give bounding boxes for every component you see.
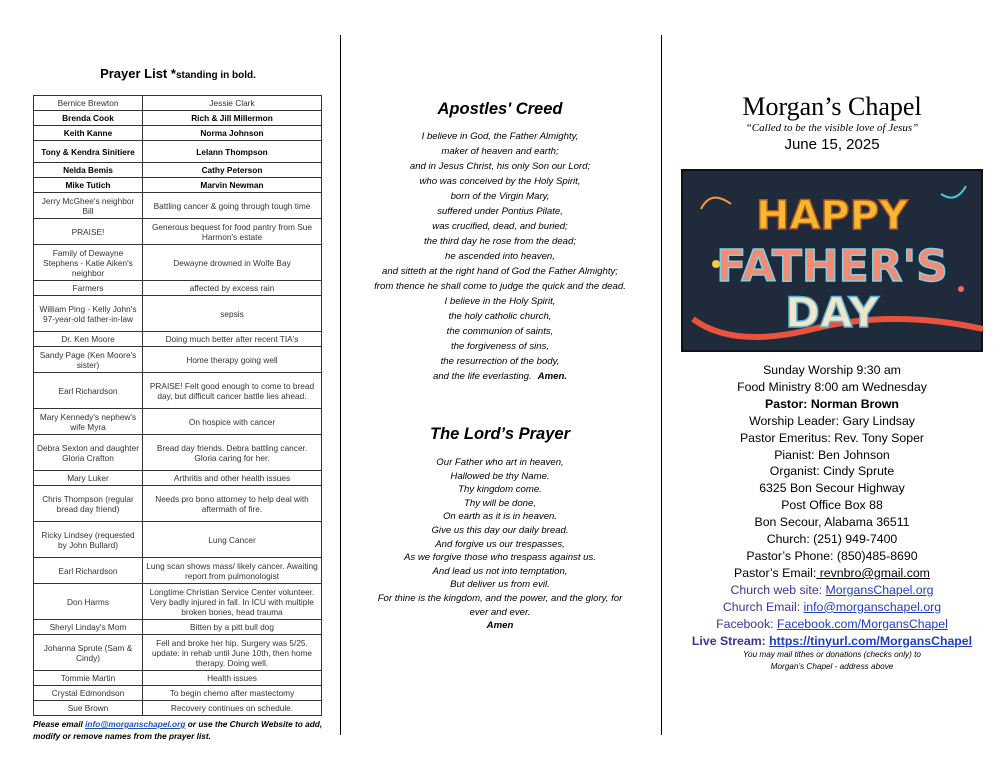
banner-word-day: DAY	[785, 288, 879, 337]
banner-word-happy: HAPPY	[755, 193, 909, 239]
church-tagline: “Called to be the visible love of Jesus”	[745, 122, 919, 134]
prayer-row	[34, 245, 322, 281]
text-line: and the life everlasting. Amen.	[433, 371, 567, 382]
prayer-row	[34, 332, 322, 347]
prayer-row	[34, 471, 322, 486]
prayer-request: Norma Johnson	[143, 126, 322, 141]
text-line: Our Father who art in heaven,	[436, 457, 564, 468]
text-line: born of the Virgin Mary,	[450, 191, 550, 202]
prayer-request: Home therapy going well	[143, 347, 322, 373]
mail-note-1: You may mail tithes or donations (checks only) to	[743, 650, 921, 660]
prayer-request: sepsis	[143, 296, 322, 332]
prayer-row	[34, 409, 322, 435]
prayer-request: Jessie Clark	[143, 96, 322, 111]
prayer-name: PRAISE!	[34, 219, 143, 245]
prayer-request: Dewayne drowned in Wolfe Bay	[143, 245, 322, 281]
prayer-request: Arthritis and other health issues	[143, 471, 322, 486]
text-line: Give us this day our daily bread.	[431, 524, 569, 536]
prayer-row	[34, 163, 322, 178]
church-name: Morgan’s Chapel	[742, 92, 922, 121]
text-line: he ascended into heaven,	[445, 251, 555, 262]
text-line: I believe in God, the Father Almighty,	[421, 131, 579, 142]
text-line: maker of heaven and earth;	[441, 146, 559, 157]
text-line: And forgive us our trespasses,	[435, 538, 565, 550]
prayer-name: Chris Thompson (regular bread day friend)	[34, 486, 143, 522]
city-state-zip: Bon Secour, Alabama 36511	[754, 515, 910, 530]
text-line: Thy kingdom come.	[458, 484, 542, 496]
prayer-name: Sandy Page (Ken Moore's sister)	[34, 347, 143, 373]
prayer-name: Earl Richardson	[34, 373, 143, 409]
po-box: Post Office Box 88	[781, 498, 883, 513]
prayer-request: Recovery continues on schedule.	[143, 701, 322, 716]
church-info-section	[672, 92, 992, 673]
prayer-name: Keith Kanne	[34, 126, 143, 141]
prayer-row	[34, 635, 322, 671]
text-line: the communion of saints,	[446, 326, 554, 337]
prayer-name: Don Harms	[34, 584, 143, 620]
apostles-creed-text	[350, 129, 650, 384]
prayer-name: Debra Sexton and daughter Gloria Crafton	[34, 435, 143, 471]
prayer-request: Generous bequest for food pantry from Sue Harmon's estate	[143, 219, 322, 245]
text-line: the resurrection of the body,	[440, 356, 560, 367]
text-line: suffered under Pontius Pilate,	[437, 206, 563, 217]
prayer-row	[34, 522, 322, 558]
text-line: and sitteth at the right hand of God the Father Almighty;	[382, 266, 618, 277]
prayer-name: Nelda Bemis	[34, 163, 143, 178]
prayer-row	[34, 111, 322, 126]
column-divider-right	[661, 35, 662, 735]
prayer-row	[34, 584, 322, 620]
text-line: Hallowed be thy Name.	[450, 470, 550, 482]
prayer-request: Fell and broke her hip. Surgery was 5/25. update: in rehab until June 10th, then home therapy. Doing well.	[143, 635, 322, 671]
church-email-line: Church Email: info@morganschapel.org	[722, 599, 942, 614]
prayer-name: Earl Richardson	[34, 558, 143, 584]
prayer-name: Farmers	[34, 281, 143, 296]
text-line: On earth as it is in heaven.	[442, 511, 558, 523]
prayer-row	[34, 686, 322, 701]
prayer-name: Mike Tutich	[34, 178, 143, 193]
church-website-line: Church web site: MorgansChapel.org	[730, 582, 934, 597]
amen: Amen	[486, 620, 514, 632]
text-line: the holy catholic church,	[448, 311, 552, 322]
church-phone: Church: (251) 949-7400	[766, 532, 898, 547]
prayer-row	[34, 219, 322, 245]
prayer-row	[34, 141, 322, 163]
worship-time: Sunday Worship 9:30 am	[763, 363, 901, 377]
fathers-day-banner	[681, 169, 983, 352]
column-divider-left	[340, 35, 341, 735]
prayer-row	[34, 178, 322, 193]
prayer-request: To begin chemo after mastectomy	[143, 686, 322, 701]
apostles-creed-title: Apostles' Creed	[437, 100, 563, 118]
text-line: For thine is the kingdom, and the power, and the glory, for	[377, 592, 623, 604]
prayer-name: Dr. Ken Moore	[34, 332, 143, 347]
prayer-request: Marvin Newman	[143, 178, 322, 193]
prayer-row	[34, 373, 322, 409]
creed-section	[350, 100, 650, 633]
lords-prayer-title: The Lord’s Prayer	[429, 425, 570, 443]
pastor-name: Pastor: Norman Brown	[765, 396, 899, 411]
street-address: 6325 Bon Secour Highway	[759, 481, 905, 496]
text-line: ever and ever.	[469, 606, 531, 618]
fathers-day-image	[681, 169, 983, 352]
text-line: But deliver us from evil.	[450, 579, 550, 591]
prayer-name: Brenda Cook	[34, 111, 143, 126]
church-details	[672, 362, 992, 673]
prayer-request: Cathy Peterson	[143, 163, 322, 178]
prayer-name: Tommie Martin	[34, 671, 143, 686]
prayer-request: Doing much better after recent TIA's	[143, 332, 322, 347]
prayer-list-section	[33, 62, 323, 742]
prayer-row	[34, 671, 322, 686]
prayer-request: Bitten by a pitt bull dog	[143, 620, 322, 635]
prayer-request: On hospice with cancer	[143, 409, 322, 435]
pastor-emeritus: Pastor Emeritus: Rev. Tony Soper	[739, 430, 925, 445]
live-stream-link[interactable]: https://tinyurl.com/MorgansChapel	[769, 633, 973, 648]
prayer-name: Bernice Brewton	[34, 96, 143, 111]
text-line: was crucified, dead, and buried;	[432, 221, 568, 232]
amen: Amen.	[537, 371, 567, 382]
text-line: and in Jesus Christ, his only Son our Lord;	[409, 161, 591, 172]
prayer-request: Lung scan shows mass/ likely cancer. Awaiting report from pulmonologist	[143, 558, 322, 584]
text-line: I believe in the Holy Spirit,	[444, 296, 556, 307]
prayer-table	[33, 95, 322, 716]
mail-note-2: Morgan’s Chapel - address above	[770, 662, 894, 672]
prayer-request: PRAISE! Felt good enough to come to bread day, but difficult cancer battle lies ahead.	[143, 373, 322, 409]
text-line: the third day he rose from the dead;	[424, 236, 576, 247]
prayer-list-footer: Please email info@morganschapel.org or use the Church Website to add, modify or remove names from the prayer list.	[33, 719, 323, 741]
prayer-name: Jerry McGhee's neighbor Bill	[34, 193, 143, 219]
prayer-row	[34, 96, 322, 111]
pastor-phone: Pastor’s Phone: (850)485-8690	[746, 548, 918, 563]
prayer-row	[34, 347, 322, 373]
prayer-row	[34, 435, 322, 471]
pastor-email-line: Pastor’s Email: revnbro@gmail.com	[734, 565, 930, 580]
text-line: Thy will be done,	[464, 497, 536, 509]
prayer-name: Tony & Kendra Sinitiere	[34, 141, 143, 163]
text-line: who was conceived by the Holy Spirit,	[419, 176, 581, 187]
prayer-name: Ricky Lindsey (requested by John Bullard)	[34, 522, 143, 558]
lords-prayer-text	[350, 456, 650, 633]
prayer-request: Bread day friends. Debra battling cancer. Gloria caring for her.	[143, 435, 322, 471]
prayer-row	[34, 193, 322, 219]
prayer-name: William Ping - Kelly John's 97-year-old father-in-law	[34, 296, 143, 332]
bulletin-date: June 15, 2025	[784, 136, 880, 153]
text-line: the forgiveness of sins,	[450, 341, 550, 352]
facebook-line: Facebook: Facebook.com/MorgansChapel	[716, 616, 948, 631]
prayer-row	[34, 486, 322, 522]
church-email-link[interactable]: info@morganschapel.org	[803, 599, 942, 614]
prayer-name: Johanna Sprute (Sam & Cindy)	[34, 635, 143, 671]
prayer-request: Lung Cancer	[143, 522, 322, 558]
prayer-name: Sue Brown	[34, 701, 143, 716]
prayer-request: Lelann Thompson	[143, 141, 322, 163]
pastor-email-link[interactable]: revnbro@gmail.com	[816, 565, 930, 580]
prayer-row	[34, 620, 322, 635]
prayer-row	[34, 558, 322, 584]
prayer-request: Needs pro bono attorney to help deal with aftermath of fire.	[143, 486, 322, 522]
prayer-name: Mary Kennedy's nephew's wife Myra	[34, 409, 143, 435]
prayer-row	[34, 126, 322, 141]
prayer-name: Family of Dewayne Stephens - Katie Aiken's neighbor	[34, 245, 143, 281]
worship-leader: Worship Leader: Gary Lindsay	[749, 413, 915, 428]
prayer-name: Sheryl Linday's Mom	[34, 620, 143, 635]
prayer-request: Health issues	[143, 671, 322, 686]
text-line: And lead us not into temptation,	[432, 565, 568, 577]
prayer-request: Rich & Jill Millermon	[143, 111, 322, 126]
prayer-list-title: Prayer List *standing in bold.	[100, 66, 256, 81]
prayer-email-link[interactable]: info@morganschapel.org	[85, 719, 186, 729]
text-line: from thence he shall come to judge the quick and the dead.	[374, 281, 626, 292]
text-line: As we forgive those who trespass against us.	[404, 552, 596, 564]
food-ministry-time: Food Ministry 8:00 am Wednesday	[737, 379, 927, 394]
organist: Organist: Cindy Sprute	[769, 464, 895, 479]
prayer-row	[34, 296, 322, 332]
prayer-name: Mary Luker	[34, 471, 143, 486]
facebook-link[interactable]: Facebook.com/MorgansChapel	[776, 616, 948, 631]
prayer-name: Crystal Edmondson	[34, 686, 143, 701]
pianist: Pianist: Ben Johnson	[774, 447, 890, 462]
prayer-request: affected by excess rain	[143, 281, 322, 296]
prayer-row	[34, 281, 322, 296]
prayer-request: Longtime Christian Service Center volunteer. Very badly injured in fall. In ICU with multiple broken bones, head trauma	[143, 584, 322, 620]
banner-word-fathers: FATHER'S	[716, 241, 948, 292]
live-stream-line: Live Stream: https://tinyurl.com/MorgansChapel	[691, 633, 973, 648]
church-website-link[interactable]: MorgansChapel.org	[825, 582, 934, 597]
prayer-row	[34, 701, 322, 716]
prayer-request: Battling cancer & going through tough time	[143, 193, 322, 219]
